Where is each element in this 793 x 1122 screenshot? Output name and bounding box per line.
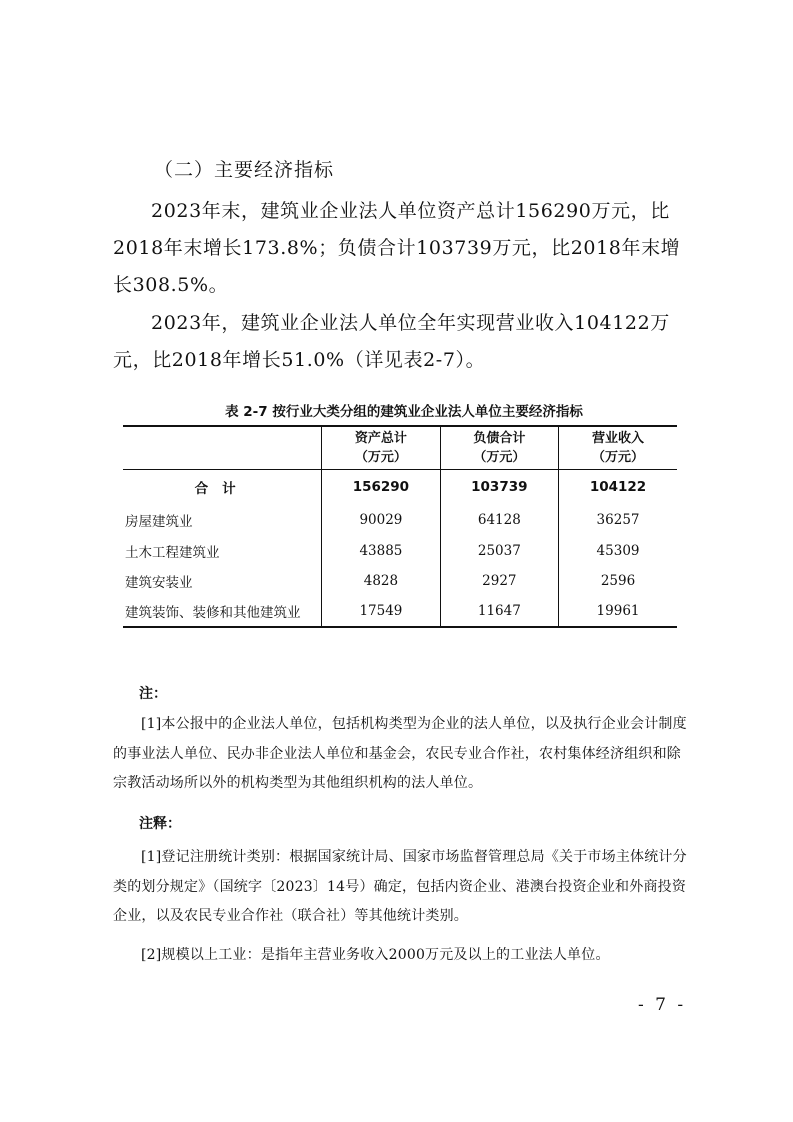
table-row — [123, 504, 677, 536]
table-cell: 36257 — [559, 504, 677, 536]
table-row — [123, 566, 677, 596]
table-cell: 11647 — [440, 596, 558, 627]
table-cell: 19961 — [559, 596, 677, 627]
table-cell: 43885 — [322, 536, 440, 566]
row-label: 土木工程建筑业 — [125, 545, 220, 561]
glossary-item — [113, 941, 695, 971]
table-header-row — [123, 426, 677, 470]
table-cell: 156290 — [322, 470, 440, 505]
row-label: 合计 — [194, 481, 250, 497]
column-unit: （万元） — [473, 450, 526, 465]
table-header-liabilities — [440, 426, 558, 470]
table-cell: 103739 — [440, 470, 558, 505]
row-label: 建筑安装业 — [125, 575, 193, 591]
row-label: 建筑装饰、装修和其他建筑业 — [125, 605, 301, 621]
table-cell: 2927 — [440, 566, 558, 596]
table-cell: 17549 — [322, 596, 440, 627]
table-header-assets — [322, 426, 440, 470]
paragraph-text: 2023年，建筑业企业法人单位全年实现营业收入104122万元，比2018年增长51.0%（详见表2-7）。 — [113, 312, 670, 371]
paragraph-text: 2023年末，建筑业企业法人单位资产总计156290万元，比2018年末增长173.8%；负债合计103739万元，比2018年末增长308.5%。 — [113, 200, 681, 296]
table-cell: 64128 — [440, 504, 558, 536]
column-label: 负债合计 — [473, 431, 526, 446]
note-item — [113, 710, 695, 799]
glossary-text: [1]登记注册统计类别：根据国家统计局、国家市场监督管理总局《关于市场主体统计分类的划分规定》（国统字〔2023〕14号）确定，包括内资企业、港澳台投资企业和外商投资企业，以及农民专业合作社（联合社）等其他统计类别。 — [113, 849, 687, 924]
note-heading: 注： — [139, 686, 167, 702]
table-row — [123, 596, 677, 627]
table-row — [123, 536, 677, 566]
table-cell: 25037 — [440, 536, 558, 566]
column-label: 营业收入 — [592, 431, 645, 446]
paragraph-assets-liabilities — [113, 193, 695, 304]
section-heading: （二）主要经济指标 — [154, 159, 335, 181]
table-cell: 104122 — [559, 470, 677, 505]
table-total-row — [123, 470, 677, 505]
table-cell: 90029 — [322, 504, 440, 536]
column-unit: （万元） — [354, 450, 407, 465]
note-text: [1]本公报中的企业法人单位，包括机构类型为企业的法人单位，以及执行企业会计制度的事业法人单位、民办非企业法人单位和基金会，农民专业合作社，农村集体经济组织和除宗教活动场所以外的机构类型为其他组织机构的法人单位。 — [113, 716, 687, 791]
glossary-item — [113, 843, 695, 932]
page-number: - 7 - — [638, 995, 687, 1015]
table-cell: 45309 — [559, 536, 677, 566]
economic-indicators-table — [123, 425, 677, 628]
table-header-blank — [123, 426, 322, 470]
column-unit: （万元） — [592, 450, 645, 465]
table-header-revenue — [559, 426, 677, 470]
table-caption: 表 2-7 按行业大类分组的建筑业企业法人单位主要经济指标 — [225, 404, 583, 420]
glossary-heading: 注释： — [139, 816, 181, 832]
column-label: 资产总计 — [354, 431, 407, 446]
table-cell: 2596 — [559, 566, 677, 596]
row-label: 房屋建筑业 — [125, 514, 193, 530]
table-cell: 4828 — [322, 566, 440, 596]
glossary-text: [2]规模以上工业：是指年主营业务收入2000万元及以上的工业法人单位。 — [141, 947, 610, 963]
paragraph-revenue — [113, 305, 695, 379]
